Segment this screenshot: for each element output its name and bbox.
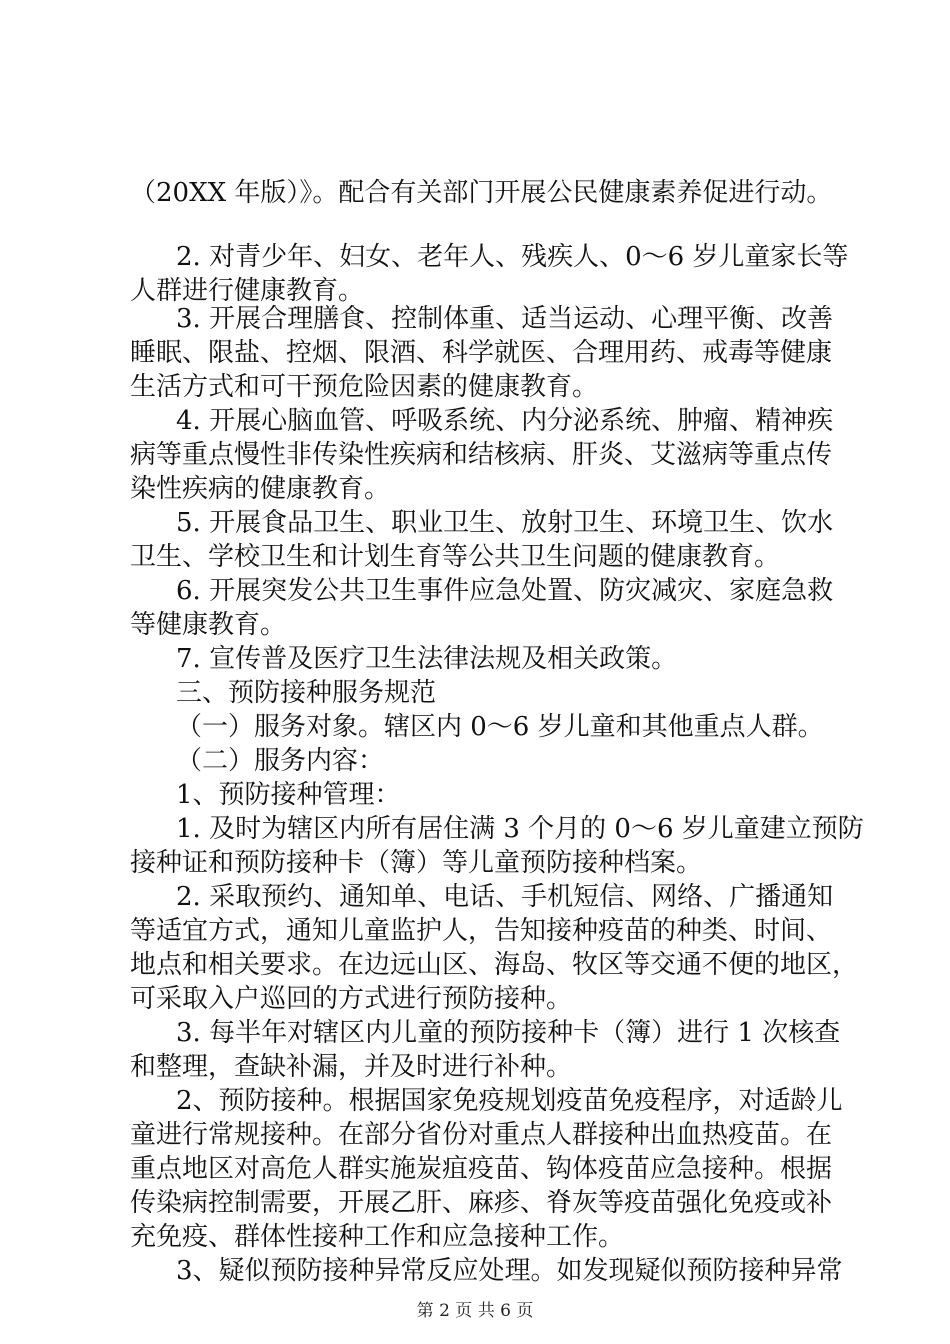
- paragraph-line: 3. 每半年对辖区内儿童的预防接种卡（簿）进行 1 次核查: [176, 1018, 841, 1048]
- paragraph-line: （20XX 年版）》。配合有关部门开展公民健康素养促进行动。: [130, 178, 833, 208]
- paragraph-line: 生活方式和可干预危险因素的健康教育。: [130, 372, 599, 402]
- paragraph-line: 童进行常规接种。在部分省份对重点人群接种出血热疫苗。在: [130, 1120, 833, 1150]
- paragraph-line: 6. 开展突发公共卫生事件应急处置、防灾减灾、家庭急救: [176, 576, 834, 606]
- paragraph-line: 传染病控制需要，开展乙肝、麻疹、脊灰等疫苗强化免疫或补: [130, 1188, 833, 1218]
- paragraph-line: 5. 开展食品卫生、职业卫生、放射卫生、环境卫生、饮水: [176, 508, 834, 538]
- paragraph-line: 2、预防接种。根据国家免疫规划疫苗免疫程序，对适龄儿: [176, 1086, 843, 1116]
- paragraph-line: 卫生、学校卫生和计划生育等公共卫生问题的健康教育。: [130, 542, 781, 572]
- paragraph-line: 和整理，查缺补漏，并及时进行补种。: [130, 1052, 573, 1082]
- paragraph-line: 2. 对青少年、妇女、老年人、残疾人、0～6 岁儿童家长等: [176, 242, 849, 272]
- paragraph-line: 等适宜方式，通知儿童监护人，告知接种疫苗的种类、时间、: [130, 916, 833, 946]
- paragraph-line: 7. 宣传普及医疗卫生法律法规及相关政策。: [176, 644, 678, 674]
- page-footer: 第 2 页 共 6 页: [416, 1301, 534, 1321]
- paragraph-line: 重点地区对高危人群实施炭疽疫苗、钩体疫苗应急接种。根据: [130, 1154, 833, 1184]
- paragraph-line: 染性疾病的健康教育。: [130, 474, 391, 504]
- paragraph-line: 接种证和预防接种卡（簿）等儿童预防接种档案。: [130, 848, 703, 878]
- item-heading: 1、预防接种管理：: [176, 780, 401, 810]
- paragraph-line: 3、疑似预防接种异常反应处理。如发现疑似预防接种异常: [176, 1256, 843, 1286]
- subsection-heading: （一）服务对象。辖区内 0～6 岁儿童和其他重点人群。: [176, 712, 824, 742]
- paragraph-line: 4. 开展心脑血管、呼吸系统、内分泌系统、肿瘤、精神疾: [176, 406, 834, 436]
- paragraph-line: 可采取入户巡回的方式进行预防接种。: [130, 984, 573, 1014]
- paragraph-line: 睡眠、限盐、控烟、限酒、科学就医、合理用药、戒毒等健康: [130, 338, 833, 368]
- paragraph-line: 充免疫、群体性接种工作和应急接种工作。: [130, 1222, 625, 1252]
- subsection-heading: （二）服务内容：: [176, 746, 385, 776]
- paragraph-line: 等健康教育。: [130, 610, 287, 640]
- paragraph-line: 1. 及时为辖区内所有居住满 3 个月的 0～6 岁儿童建立预防: [176, 814, 864, 844]
- paragraph-line: 3. 开展合理膳食、控制体重、适当运动、心理平衡、改善: [176, 304, 834, 334]
- paragraph-line: 人群进行健康教育。: [130, 276, 365, 306]
- section-heading: 三、预防接种服务规范: [176, 678, 437, 708]
- paragraph-line: 病等重点慢性非传染性疾病和结核病、肝炎、艾滋病等重点传: [130, 440, 833, 470]
- paragraph-line: 2. 采取预约、通知单、电话、手机短信、网络、广播通知: [176, 882, 834, 912]
- paragraph-line: 地点和相关要求。在边远山区、海岛、牧区等交通不便的地区，: [130, 950, 859, 980]
